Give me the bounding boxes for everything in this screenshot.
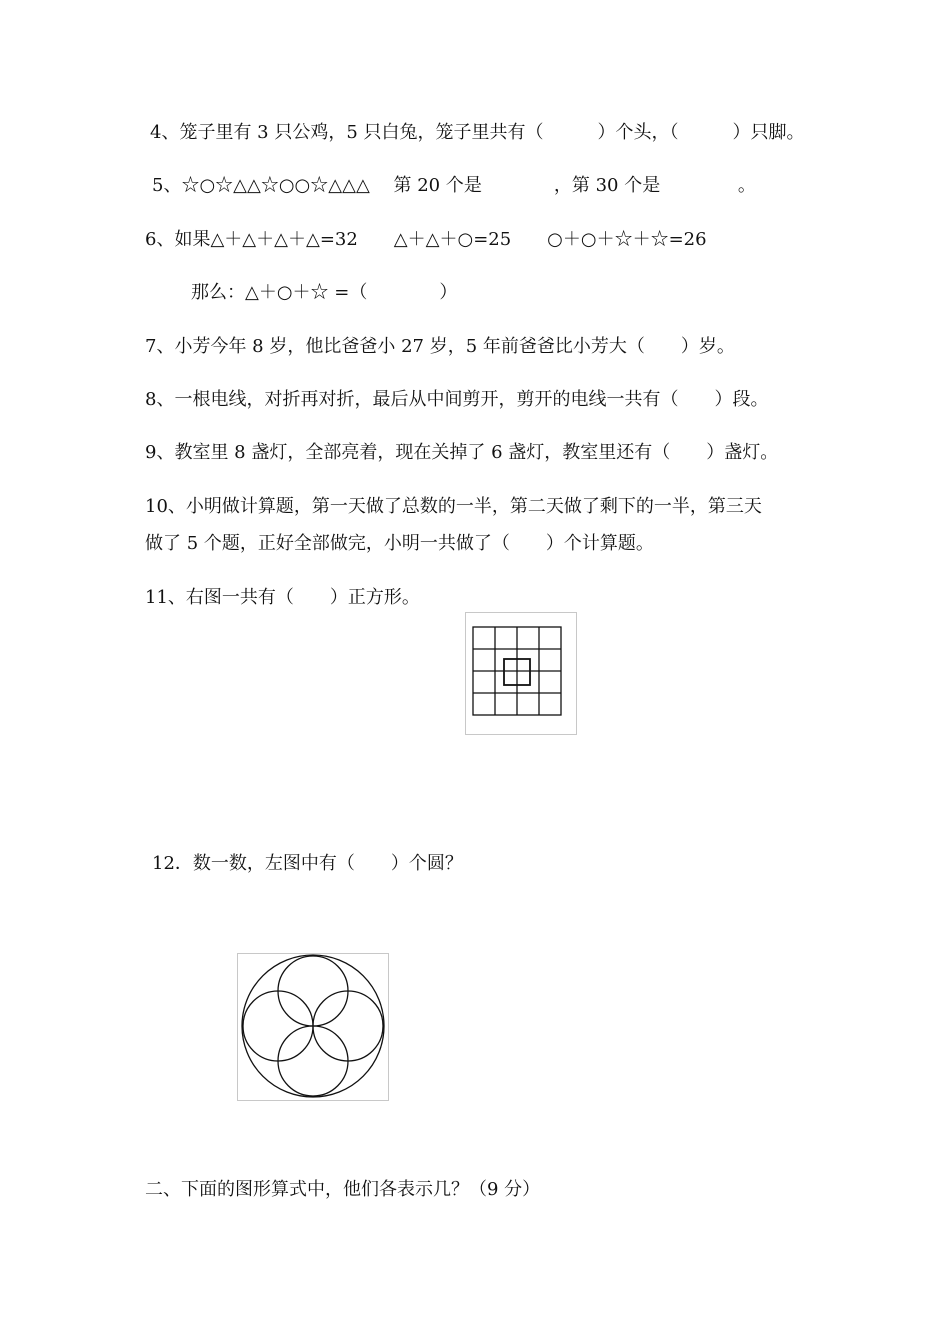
question-5: 5、☆○☆△△☆○○☆△△△ 第 20 个是 ，第 30 个是 。	[152, 175, 756, 196]
question-10-line1: 10、小明做计算题，第一天做了总数的一半，第二天做了剩下的一半，第三天	[145, 496, 762, 517]
square-grid-figure	[465, 612, 577, 735]
question-6: 6、如果△＋△＋△＋△=32 △＋△＋○=25 ○＋○＋☆＋☆=26	[145, 229, 707, 250]
question-7: 7、小芳今年 8 岁，他比爸爸小 27 岁，5 年前爸爸比小芳大（ ）岁。	[145, 336, 735, 357]
circles-figure	[237, 953, 389, 1101]
circles-drawing	[238, 954, 388, 1100]
question-4: 4、笼子里有 3 只公鸡，5 只白兔，笼子里共有（ ）个头，（ ）只脚。	[150, 122, 805, 143]
question-10-line2: 做了 5 个题，正好全部做完，小明一共做了（ ）个计算题。	[145, 533, 654, 554]
question-6-followup: 那么：△＋○＋☆ =（ ）	[191, 282, 458, 303]
question-11: 11、右图一共有（ ）正方形。	[145, 587, 420, 608]
question-9: 9、教室里 8 盏灯，全部亮着，现在关掉了 6 盏灯，教室里还有（ ）盏灯。	[145, 442, 779, 463]
square-grid-drawing	[466, 613, 576, 734]
question-8: 8、一根电线，对折再对折，最后从中间剪开，剪开的电线一共有（ ）段。	[145, 389, 769, 410]
question-12: 12．数一数，左图中有（ ）个圆？	[152, 853, 463, 874]
section-2-heading: 二、下面的图形算式中，他们各表示几？（9 分）	[145, 1179, 541, 1200]
